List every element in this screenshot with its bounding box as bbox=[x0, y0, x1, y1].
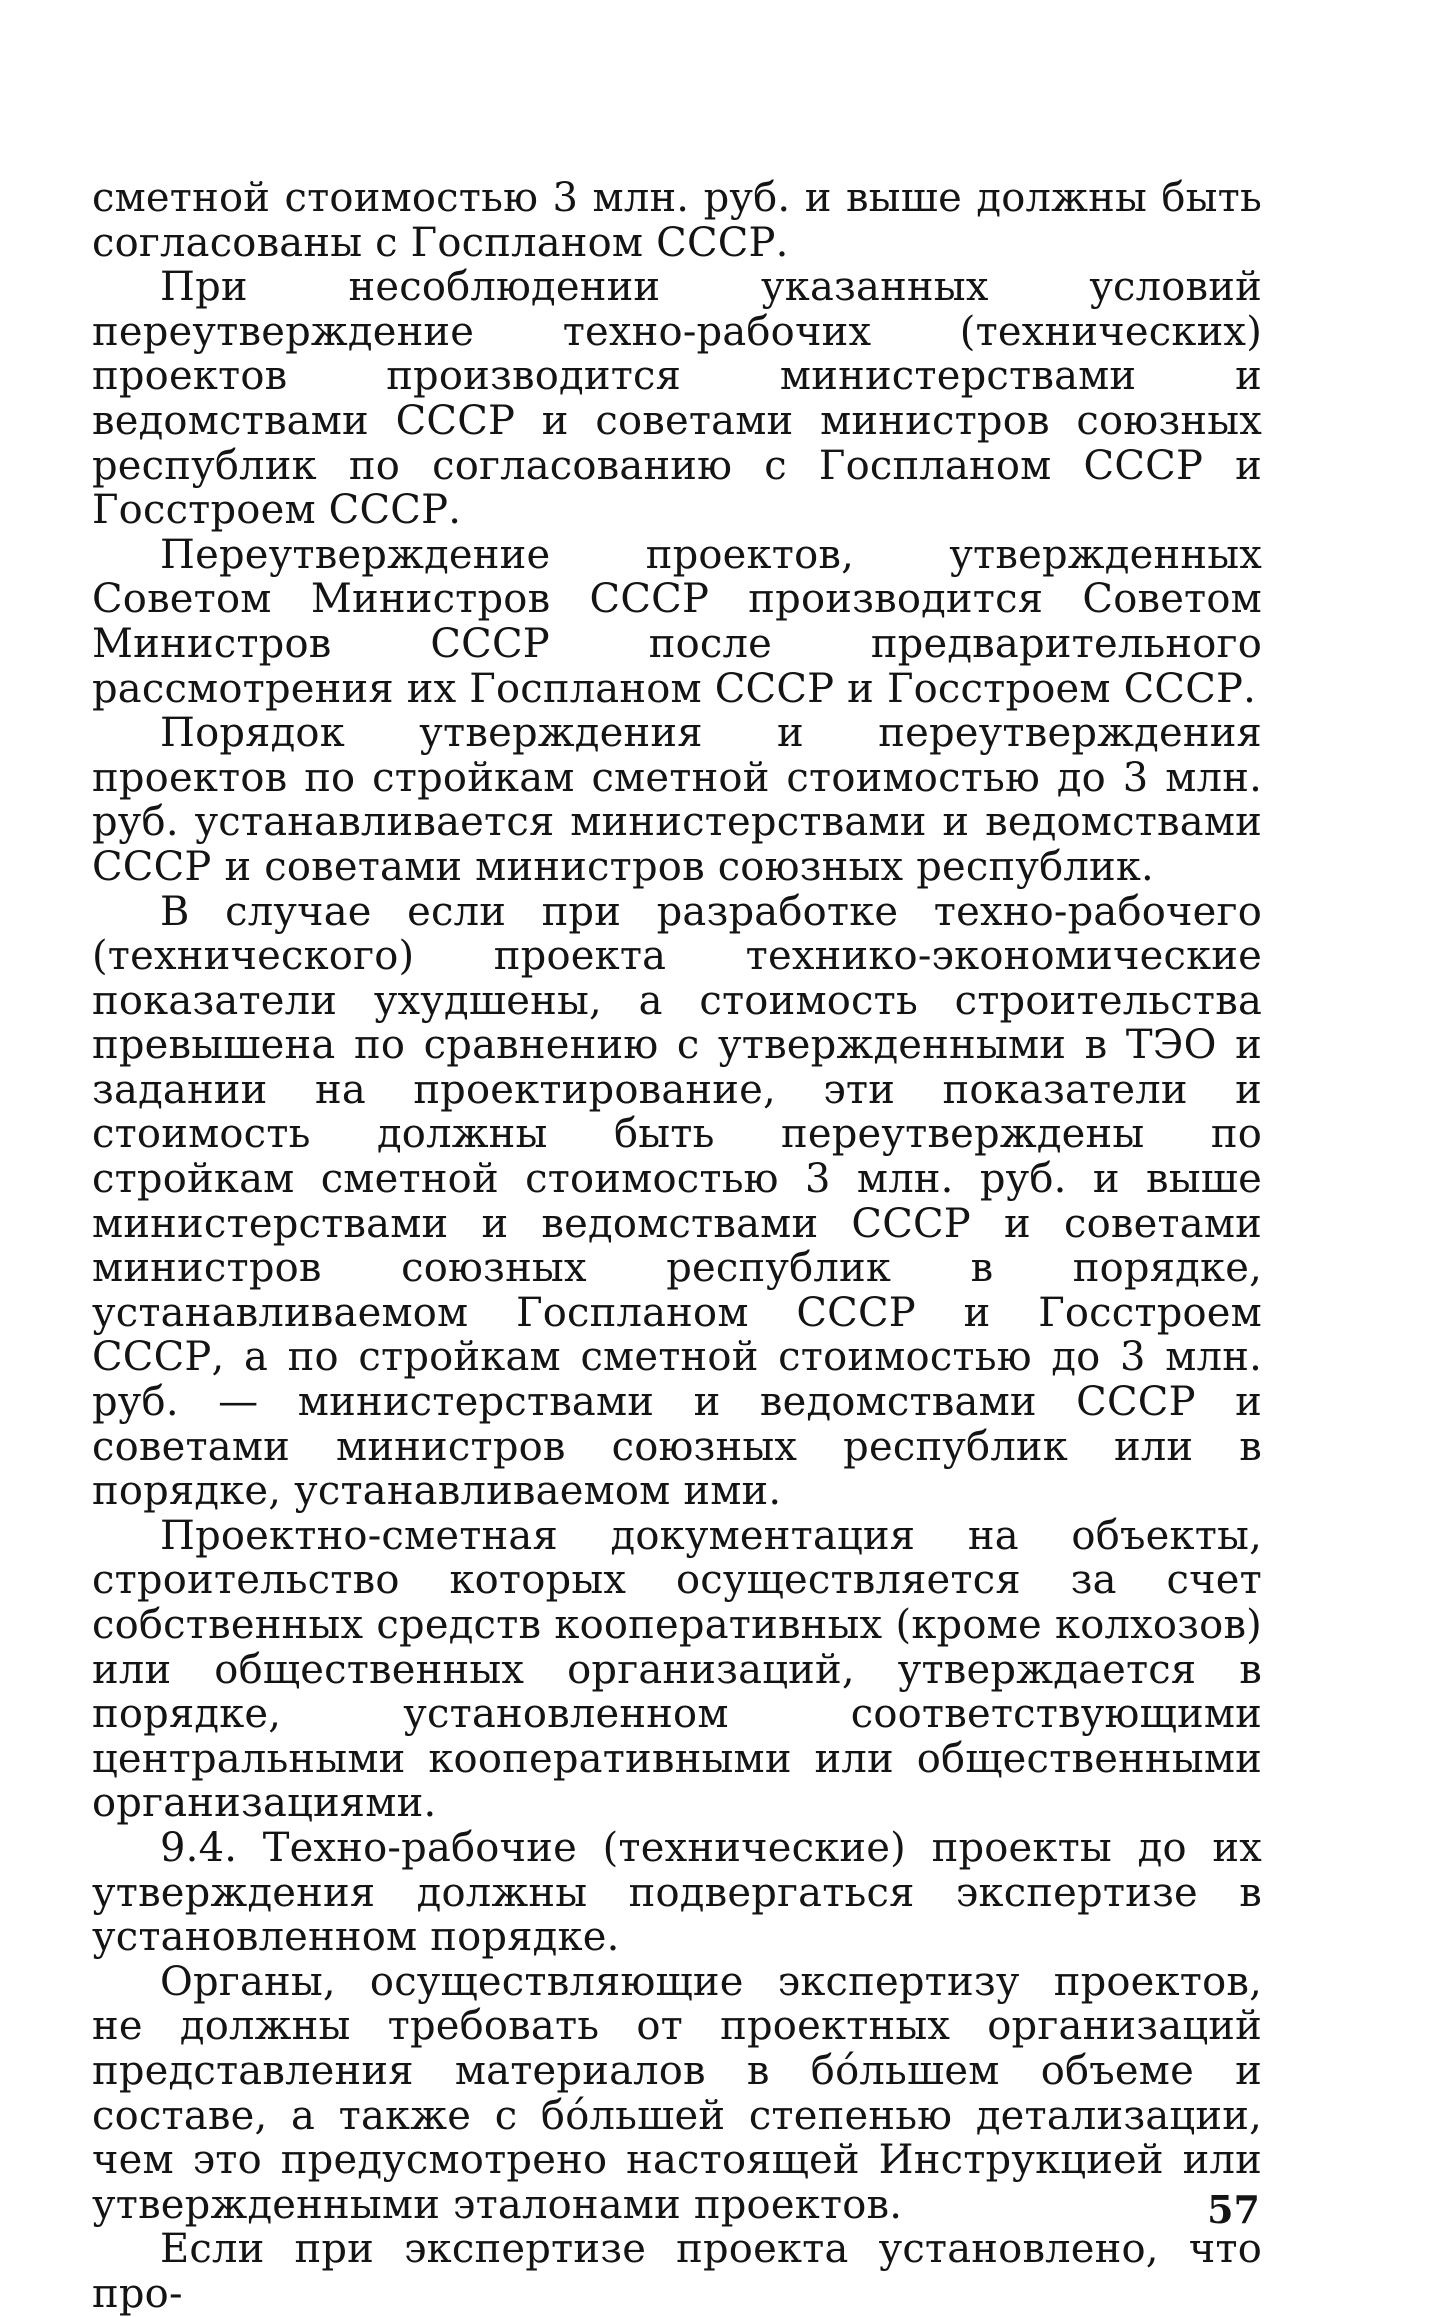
paragraph-expertise-bodies: Органы, осуществляющие экспертизу проектов, не должны требовать от проектных организаций представления материалов в бо́льшем объеме и составе, а также с бо́льшей степенью детализации, чем это предусмотрено настоящей Инструкцией или утвержденными эталонами проектов. bbox=[92, 1958, 1262, 2228]
paragraph-indicators-worsened: В случае если при разработке техно-рабочего (технического) проекта технико-экономические показатели ухудшены, а стоимость строительства превышена по сравнению с утвержденными в ТЭО и задании на проектирование, эти показатели и стоимость должны быть переутверждены по стройкам сметной стоимостью 3 млн. руб. и выше министерствами и ведомствами СССР и советами министров союзных республик в порядке, устанавливаемом Госпланом СССР и Госстроем СССР, а по стройкам сметной стоимостью до 3 млн. руб. — министерствами и ведомствами СССР и советами министров союзных республик или в порядке, устанавливаемом ими. bbox=[92, 888, 1262, 1515]
page-number: 57 bbox=[1207, 2187, 1260, 2232]
paragraph-expertise-findings: Если при экспертизе проекта установлено, что про- bbox=[92, 2226, 1262, 2317]
paragraph-section-9-4: 9.4. Техно-рабочие (технические) проекты до их утверждения должны подвергаться экспертизе в установленном порядке. bbox=[92, 1824, 1262, 1961]
paragraph-approval-procedure: Порядок утверждения и переутверждения проектов по стройкам сметной стоимостью до 3 млн. руб. устанавливается министерствами и ведомствами СССР и советами министров союзных республик. bbox=[92, 710, 1262, 890]
paragraph-council-of-ministers: Переутверждение проектов, утвержденных Советом Министров СССР производится Советом Министров СССР после предварительного рассмотрения их Госпланом СССР и Госстроем СССР. bbox=[92, 531, 1262, 712]
body-text bbox=[92, 176, 1262, 2317]
paragraph-reapproval-conditions: При несоблюдении указанных условий переутверждение техно-рабочих (технических) проектов производится министерствами и ведомствами СССР и советами министров союзных республик по согласованию с Госпланом СССР и Госстроем СССР. bbox=[92, 264, 1262, 534]
paragraph-continued: сметной стоимостью 3 млн. руб. и выше должны быть согласованы с Госпланом СССР. bbox=[92, 175, 1262, 266]
paragraph-cooperative-organizations: Проектно-сметная документация на объекты, строительство которых осуществляется за счет собственных средств кооперативных (кроме колхозов) или общественных организаций, утверждается в порядке, установленном соответствующими центральными кооперативными или общественными организациями. bbox=[92, 1512, 1262, 1827]
